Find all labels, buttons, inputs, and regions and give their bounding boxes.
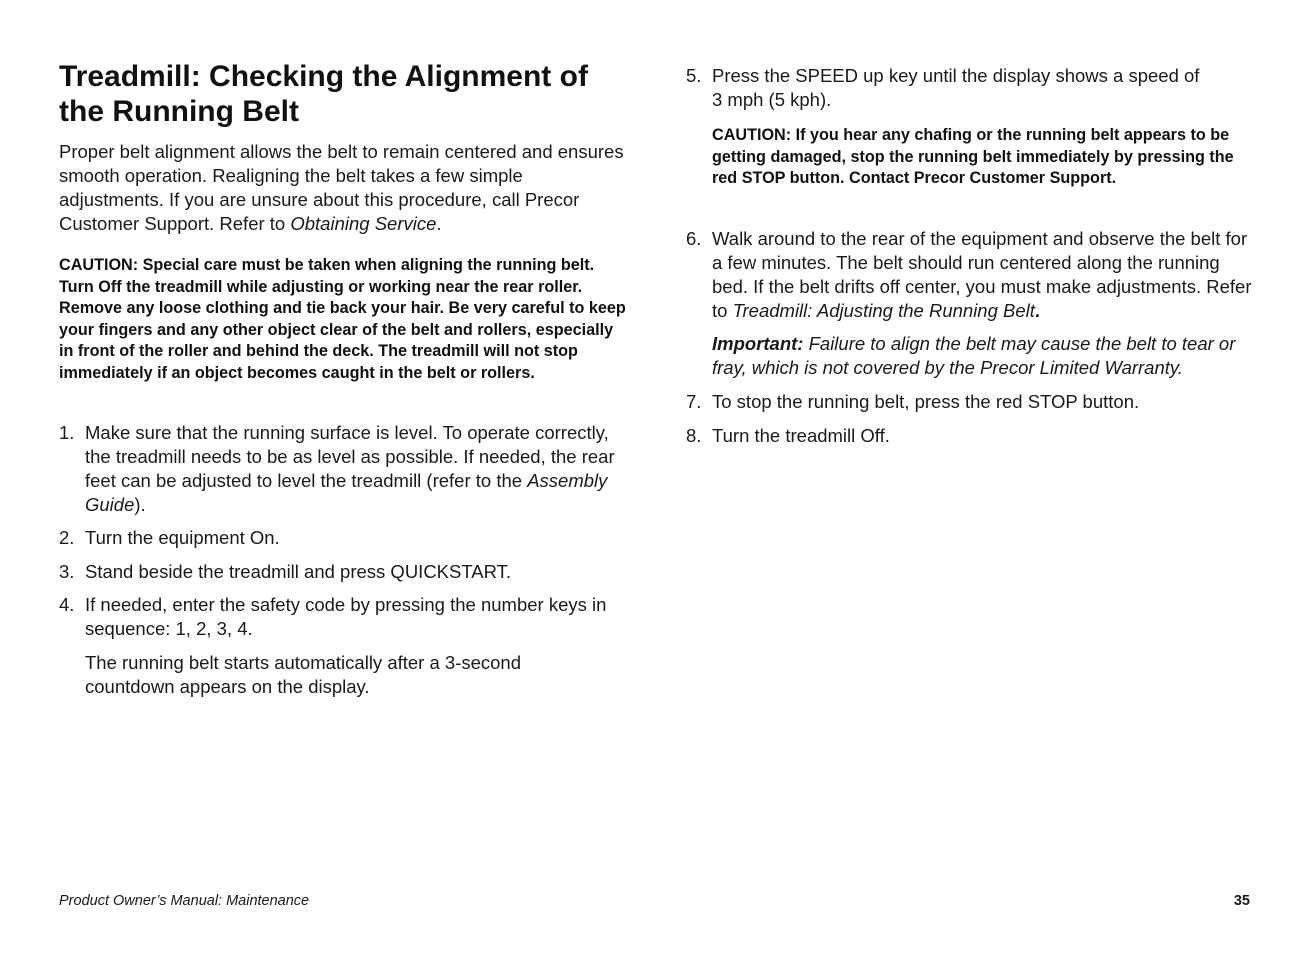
step-number: 7. <box>686 391 702 412</box>
step-number: 4. <box>59 594 75 615</box>
step-1 <box>59 421 631 517</box>
step-7 <box>686 390 1258 414</box>
step-3 <box>59 560 631 584</box>
important-label: Important: <box>712 333 804 354</box>
caution-step-5: CAUTION: If you hear any chafing or the running belt appears to be getting damaged, stop the running belt immediately by pressing the red STOP button. Contact Precor Customer Support. <box>712 126 1234 187</box>
assembly-guide-reference: Assembly Guide <box>85 470 608 515</box>
intro-paragraph <box>59 140 631 236</box>
step-number: 6. <box>686 228 702 249</box>
step-text <box>85 421 631 517</box>
step-text-end: ). <box>134 494 146 515</box>
step-text: Turn the treadmill Off. <box>712 425 890 446</box>
step-5 <box>686 64 1258 187</box>
step-2 <box>59 526 631 550</box>
step-4 <box>59 593 631 697</box>
step-8 <box>686 424 1258 448</box>
step-number: 3. <box>59 561 75 582</box>
footer-title: Product Owner’s Manual: Maintenance <box>59 893 310 909</box>
page-title: Treadmill: Checking the Alignment of the Running Belt <box>59 60 588 128</box>
page-number: 35 <box>1233 893 1250 909</box>
step-text <box>712 227 1258 323</box>
step-number: 2. <box>59 527 75 548</box>
step-text: Press the SPEED up key until the display shows a speed of 3 mph (5 kph). <box>712 65 1200 110</box>
step-text: To stop the running belt, press the red STOP button. <box>712 391 1140 412</box>
step-6 <box>686 227 1258 378</box>
step-number: 8. <box>686 425 702 446</box>
step-text-part: Walk around to the rear of the equipment and observe the belt for a few minutes. The belt should run centered along the running bed. If the belt drifts off center, you must make adjustments. Refer to <box>712 228 1252 321</box>
intro-text-end: . <box>436 213 442 234</box>
step-text-part: Make sure that the running surface is level. To operate correctly, the treadmill needs to be as level as possible. If needed, the rear feet can be adjusted to level the treadmill (refer to the <box>85 422 615 491</box>
step-text-end: . <box>1034 300 1041 321</box>
obtaining-service-reference: Obtaining Service <box>290 213 437 234</box>
step-number: 1. <box>59 422 75 443</box>
step-text: Turn the equipment On. <box>85 527 280 548</box>
important-note <box>712 332 1258 380</box>
important-text: Failure to align the belt may cause the belt to tear or fray, which is not covered by the Precor Limited Warranty. <box>712 333 1236 378</box>
intro-text: Proper belt alignment allows the belt to remain centered and ensures smooth operation. Realigning the belt takes a few simple adjustments. If you are unsure about this procedure, call Precor Customer Support. Refer to <box>59 141 624 234</box>
adjusting-belt-reference: Treadmill: Adjusting the Running Belt <box>732 300 1035 321</box>
step-text: Stand beside the treadmill and press QUICKSTART. <box>85 561 512 582</box>
step-number: 5. <box>686 65 702 86</box>
step-4-note: The running belt starts automatically after a 3-second countdown appears on the display. <box>85 652 522 697</box>
step-text: If needed, enter the safety code by pressing the number keys in sequence: 1, 2, 3, 4. <box>85 594 607 639</box>
caution-main: CAUTION: Special care must be taken when aligning the running belt. Turn Off the treadmill while adjusting or working near the rear roller. Remove any loose clothing and tie back your hair. Be very careful to keep your fingers and any other object clear of the belt and rollers, especially in front of the roller and behind the deck. The treadmill will not stop immediately if an object becomes caught in the belt or rollers. <box>59 256 626 382</box>
